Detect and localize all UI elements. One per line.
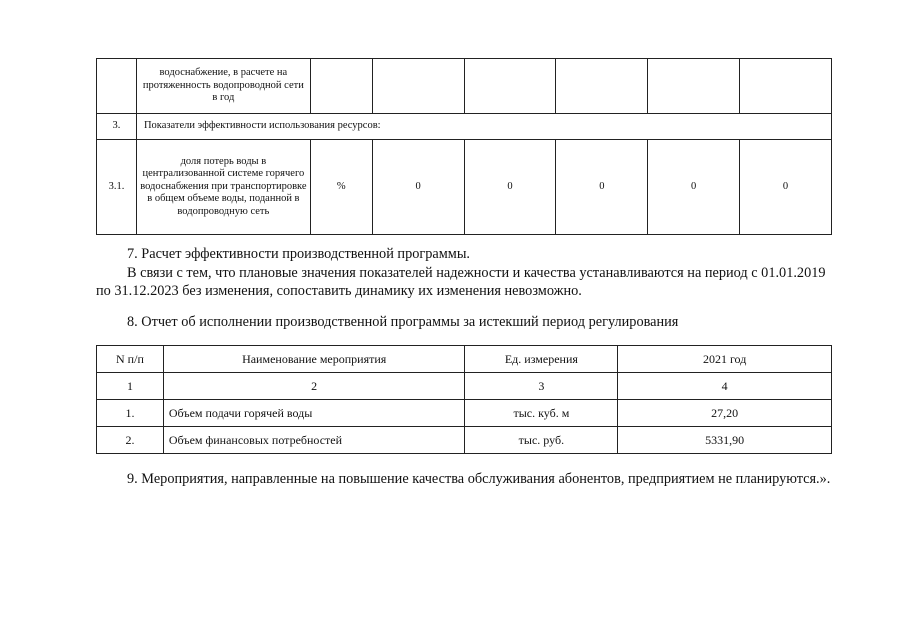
- unit-cell: %: [310, 140, 372, 235]
- value-cell: [648, 59, 740, 114]
- column-number: 4: [618, 373, 832, 400]
- row-number: 3.1.: [97, 140, 137, 235]
- unit-cell: тыс. руб.: [465, 427, 618, 454]
- column-number: 3: [465, 373, 618, 400]
- table-row: [97, 140, 832, 235]
- section-7-title: 7. Расчет эффективности производственной программы.: [127, 246, 471, 262]
- column-header: 2021 год: [618, 346, 832, 373]
- section-9-text: 9. Мероприятия, направленные на повышение качества обслуживания абонентов, предприятием не планируются.».: [127, 471, 831, 487]
- column-header: Ед. измерения: [465, 346, 618, 373]
- value-cell: [556, 59, 648, 114]
- value-cell: 0: [464, 140, 556, 235]
- table-row: [97, 114, 832, 140]
- table-row: [97, 400, 832, 427]
- value-cell: 27,20: [618, 400, 832, 427]
- value-cell: 0: [556, 140, 648, 235]
- activity-name: Объем подачи горячей воды: [163, 400, 465, 427]
- activity-name: Объем финансовых потребностей: [163, 427, 465, 454]
- unit-cell: тыс. куб. м: [465, 400, 618, 427]
- indicator-label: водоснабжение, в расчете на протяженность водопроводной сети в год: [136, 59, 310, 114]
- value-cell: 5331,90: [618, 427, 832, 454]
- value-cell: 0: [372, 140, 464, 235]
- value-cell: [740, 59, 832, 114]
- section-label: Показатели эффективности использования ресурсов:: [136, 114, 831, 140]
- column-header: N п/п: [97, 346, 164, 373]
- value-cell: [464, 59, 556, 114]
- table-row: [97, 427, 832, 454]
- indicator-label: доля потерь воды в централизованной системе горячего водоснабжения при транспортировке в общем объеме воды, поданной в водопроводную сеть: [136, 140, 310, 235]
- indicators-table: [96, 58, 832, 235]
- table-header-row: [97, 346, 832, 373]
- section-7-text-line-1: В связи с тем, что плановые значения показателей надежности и качества устанавливаются на период с 01.01.2019: [127, 265, 826, 281]
- row-number: 2.: [97, 427, 164, 454]
- value-cell: 0: [740, 140, 832, 235]
- report-table: [96, 345, 832, 454]
- value-cell: 0: [648, 140, 740, 235]
- value-cell: [372, 59, 464, 114]
- column-header: Наименование мероприятия: [163, 346, 465, 373]
- column-numbering-row: [97, 373, 832, 400]
- row-number: 3.: [97, 114, 137, 140]
- table-row: [97, 59, 832, 114]
- row-number: 1.: [97, 400, 164, 427]
- column-number: 2: [163, 373, 465, 400]
- section-8-title: 8. Отчет об исполнении производственной программы за истекший период регулирования: [127, 314, 679, 330]
- unit-cell: [310, 59, 372, 114]
- section-7-text-line-2: по 31.12.2023 без изменения, сопоставить динамику их изменения невозможно.: [96, 283, 582, 299]
- row-number: [97, 59, 137, 114]
- column-number: 1: [97, 373, 164, 400]
